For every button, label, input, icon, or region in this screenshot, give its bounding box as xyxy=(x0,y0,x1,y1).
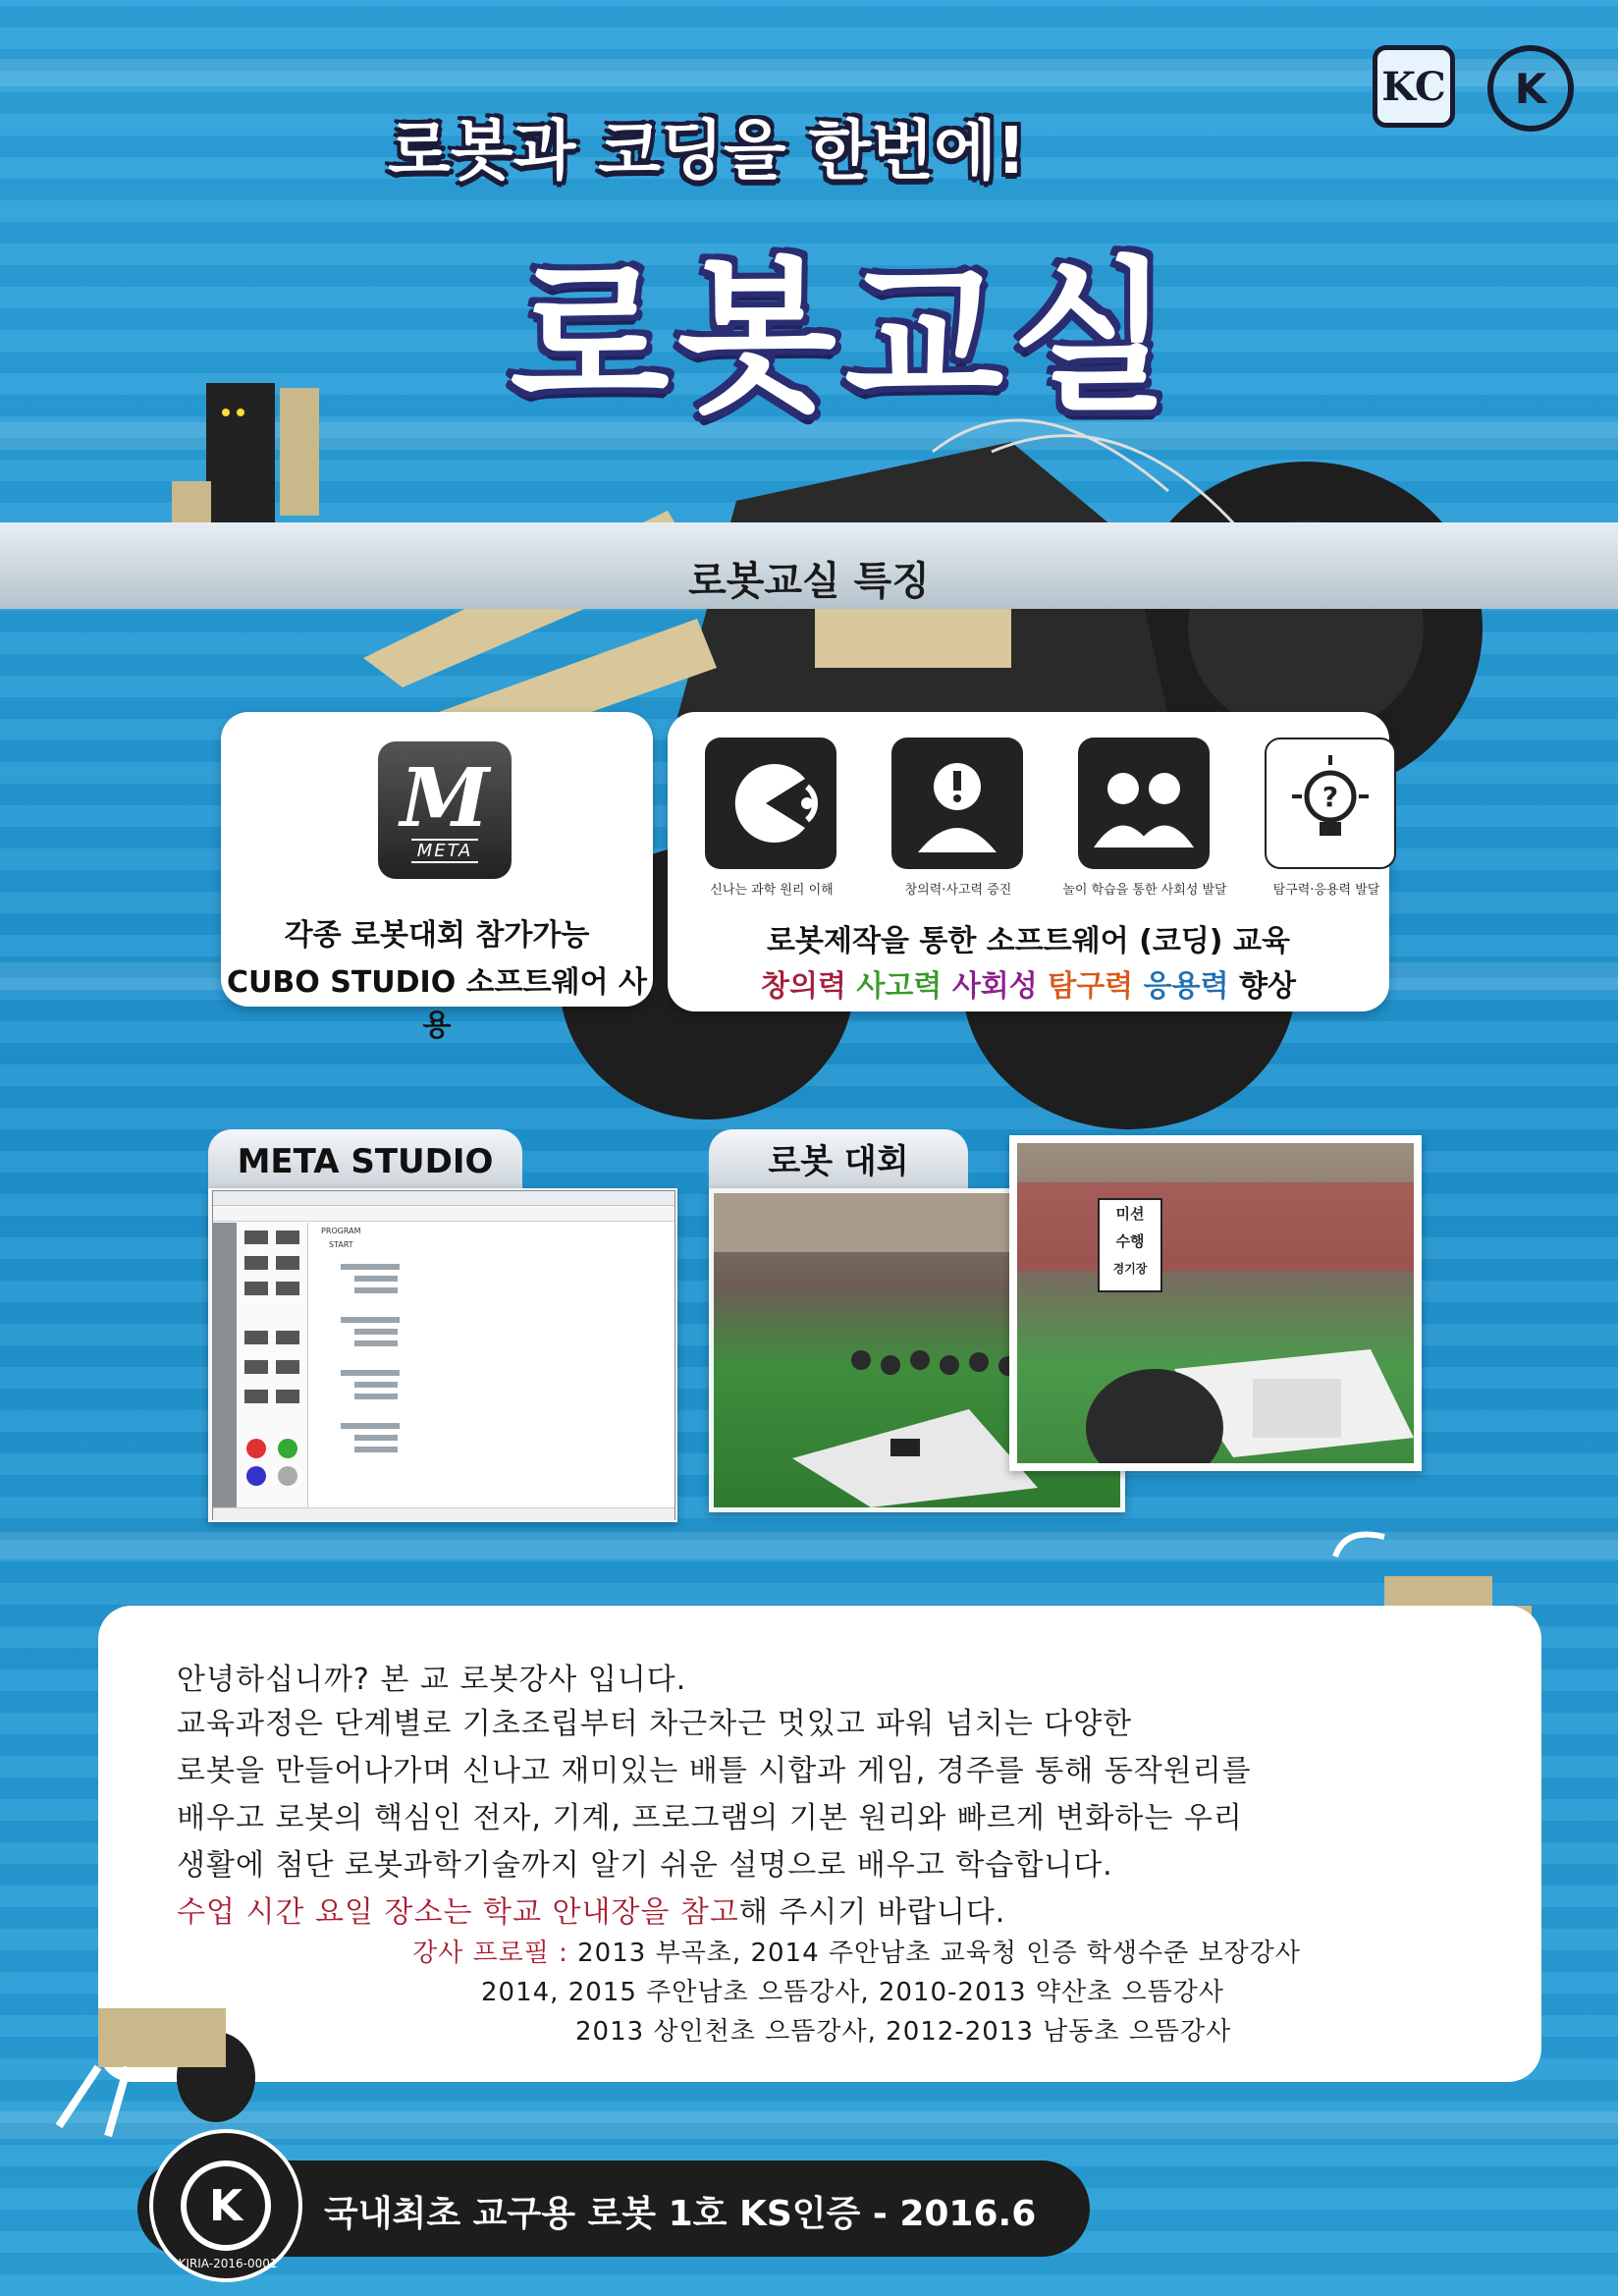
intro-notice xyxy=(177,1887,1005,1931)
studio-block-palette xyxy=(239,1223,308,1507)
studio-code-blocks xyxy=(321,1254,517,1500)
skill-creativity: 창의력 xyxy=(761,969,846,1004)
intro-line-2: 교육과정은 단계별로 기초조립부터 차근차근 멋있고 파워 넘치는 다양한 xyxy=(177,1707,1133,1741)
meta-card-line-2: CUBO STUDIO 소프트웨어 사용 xyxy=(227,965,647,1043)
poster-title: 로봇교실 xyxy=(510,242,1179,434)
intro-line-5: 생활에 첨단 로봇과학기술까지 알기 쉬운 설명으로 배우고 학습합니다. xyxy=(177,1848,1113,1883)
contest-photo-frame xyxy=(1009,1135,1422,1471)
features-section-label: 로봇교실 특징 xyxy=(688,559,930,604)
icon-caption: 놀이 학습을 통한 사회성 발달 xyxy=(1062,883,1227,898)
profile-line-1: 2013 부곡초, 2014 주안남초 교육청 인증 학생수준 보장강사 xyxy=(577,1939,1301,1968)
lightbulb-question-icon xyxy=(1265,738,1396,869)
studio-screenshot xyxy=(212,1190,675,1520)
intro-notice-highlight: 수업 시간 요일 장소는 학교 안내장을 참고 xyxy=(177,1895,739,1930)
coding-card-skills xyxy=(668,961,1389,1005)
meta-logo: M META xyxy=(378,741,512,879)
skill-inquiry: 탐구력 xyxy=(1048,969,1134,1004)
meta-card-line-1: 각종 로봇대회 참가가능 xyxy=(284,918,590,953)
studio-tree-start: START xyxy=(329,1240,353,1249)
walking-robot-illustration xyxy=(39,1949,295,2146)
profile-line-2: 2014, 2015 주안남초 으뜸강사, 2010-2013 약산초 으뜸강사 xyxy=(481,1978,1224,2007)
coding-card xyxy=(668,712,1389,1011)
skill-sociality: 사회성 xyxy=(951,969,1038,1004)
coding-card-line-1: 로봇제작을 통한 소프트웨어 (코딩) 교육 xyxy=(767,924,1290,958)
studio-menubar xyxy=(213,1191,674,1206)
poster-subtitle: 로봇과 코딩을 한번에! xyxy=(388,113,1026,189)
footer-cert-code: KIRIA-2016-0001 xyxy=(178,2257,278,2270)
intro-line-3: 로봇을 만들어나가며 신나고 재미있는 배틀 시합과 게임, 경주를 통해 동작원리를 xyxy=(177,1754,1252,1788)
skill-thinking: 사고력 xyxy=(856,969,943,1004)
intro-line-4: 배우고 로봇의 핵심인 전자, 기계, 프로그램의 기본 원리와 빠르게 변화하는 우리 xyxy=(177,1801,1243,1835)
ks-footer-logo: K xyxy=(149,2129,302,2282)
studio-side-rail xyxy=(213,1223,237,1507)
studio-tree-root: PROGRAM xyxy=(321,1227,361,1235)
mission-sign: 미션 수행 경기장 xyxy=(1098,1198,1162,1292)
profile-label: 강사 프로필 : xyxy=(412,1939,568,1968)
studio-statusbar xyxy=(213,1507,674,1520)
robot-contest-tab: 로봇 대회 xyxy=(709,1129,968,1192)
pacman-icon xyxy=(705,738,836,869)
svg-text:?: ? xyxy=(1321,781,1339,813)
studio-toolbar xyxy=(213,1207,674,1222)
meta-studio-tab: META STUDIO xyxy=(208,1129,522,1192)
group-icon xyxy=(1078,738,1210,869)
intro-line-1: 안녕하십니까? 본 교 로봇강사 입니다. xyxy=(177,1663,687,1697)
skills-suffix: 향상 xyxy=(1239,969,1296,1004)
kc-certification-mark: KC xyxy=(1373,45,1455,128)
person-idea-icon xyxy=(891,738,1023,869)
icon-caption: 창의력·사고력 증진 xyxy=(904,883,1012,898)
footer-text: 국내최초 교구용 로봇 1호 KS인증 - 2016.6 xyxy=(324,2194,1037,2234)
profile-line-3: 2013 상인천초 으뜸강사, 2012-2013 남동초 으뜸강사 xyxy=(575,2017,1232,2047)
instructor-profile xyxy=(412,1933,1301,1969)
icon-caption: 신나는 과학 원리 이해 xyxy=(710,883,834,898)
contest-photo-mission xyxy=(1017,1143,1414,1463)
meta-studio-panel xyxy=(208,1188,677,1522)
ks-certification-mark: K xyxy=(1487,45,1574,132)
skill-application: 응용력 xyxy=(1143,969,1229,1004)
icon-caption: 탐구력·응용력 발달 xyxy=(1272,883,1380,898)
intro-notice-rest: 해 주시기 바랍니다. xyxy=(738,1895,1006,1930)
meta-card xyxy=(221,712,653,1043)
